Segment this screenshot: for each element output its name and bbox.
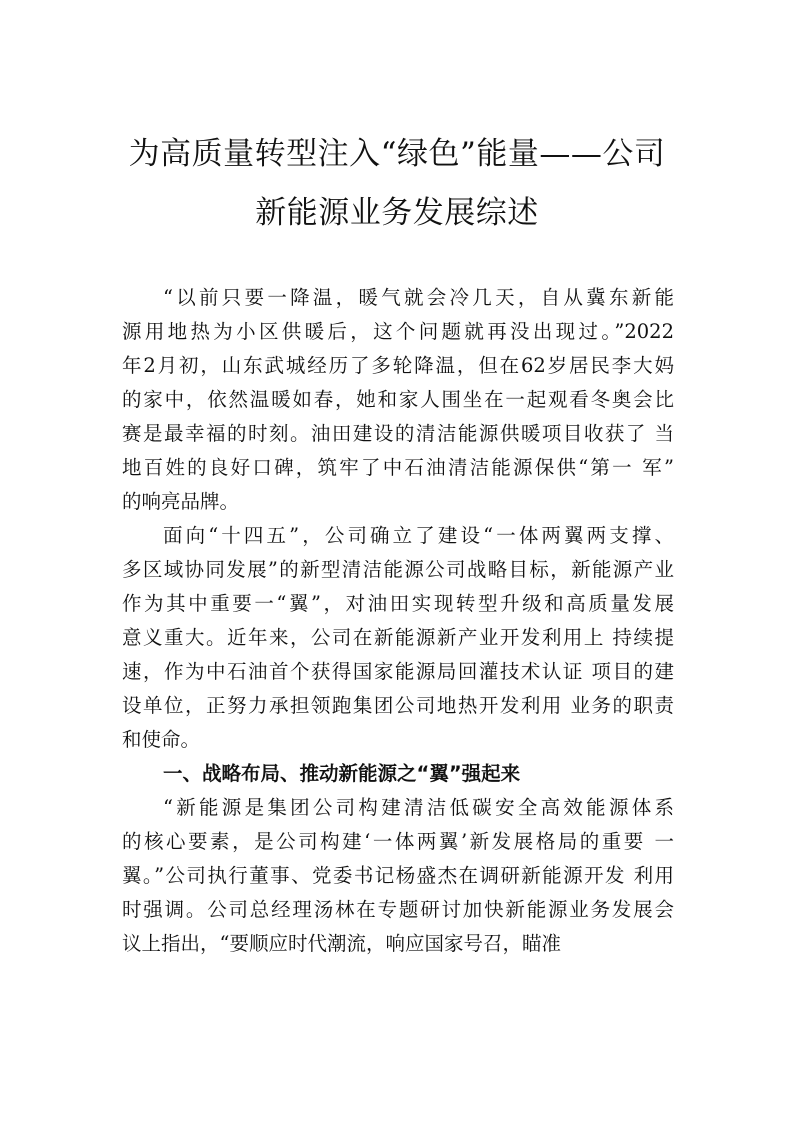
- paragraph-line: 作为其中重要一“翼”，对油田实现转型升级和高质量发展: [122, 592, 674, 615]
- paragraph-1: [122, 281, 674, 519]
- paragraph-line: 面向“十四五”，公司确立了建设“一体两翼两支撑、: [163, 524, 674, 547]
- paragraph-2: [122, 519, 674, 757]
- document-title-line-1: 为高质量转型注入“绿色”能量——公司: [128, 136, 666, 172]
- paragraph-3: [122, 791, 674, 961]
- paragraph-line: 设单位，正努力承担领跑集团公司地热开发利用 业务的职责: [122, 694, 674, 717]
- paragraph-line: 年2月初，山东武城经历了多轮降温，但在62岁居民李大妈: [122, 354, 674, 377]
- paragraph-line: “新能源是集团公司构建清洁低碳安全高效能源体系: [163, 796, 674, 819]
- paragraph-line: 的家中，依然温暖如春，她和家人围坐在一起观看冬奥会比: [122, 388, 674, 411]
- paragraph-line: 速，作为中石油首个获得国家能源局回灌技术认证 项目的建: [122, 660, 674, 683]
- paragraph-line: 赛是最幸福的时刻。油田建设的清洁能源供暖项目收获了 当: [122, 422, 674, 445]
- paragraph-line: 地百姓的良好口碑，筑牢了中石油清洁能源保供“第一 军”: [122, 456, 674, 479]
- paragraph-line: 和使命。: [122, 728, 201, 751]
- document-title-line-2: 新能源业务发展综述: [255, 195, 539, 231]
- paragraph-line: 议上指出，“要顺应时代潮流，响应国家号召，瞄准: [122, 932, 561, 955]
- paragraph-line: 的核心要素，是公司构建‘一体两翼’新发展格局的重要 一: [122, 830, 674, 853]
- paragraph-line: 时强调。公司总经理汤林在专题研讨加快新能源业务发展会: [122, 898, 674, 921]
- paragraph-line: 翼。”公司执行董事、党委书记杨盛杰在调研新能源开发 利用: [122, 864, 674, 887]
- paragraph-line: 多区域协同发展”的新型清洁能源公司战略目标，新能源产业: [122, 558, 674, 581]
- paragraph-line: “以前只要一降温，暖气就会冷几天，自从冀东新能: [163, 286, 674, 309]
- paragraph-line: 意义重大。近年来，公司在新能源新产业开发利用上 持续提: [122, 626, 674, 649]
- section-heading-1: 一、战略布局、推动新能源之“翼”强起来: [163, 762, 521, 785]
- paragraph-line: 的响亮品牌。: [122, 490, 240, 513]
- paragraph-line: 源用地热为小区供暖后，这个问题就再没出现过。”2022: [122, 320, 674, 343]
- document-body: [122, 281, 674, 961]
